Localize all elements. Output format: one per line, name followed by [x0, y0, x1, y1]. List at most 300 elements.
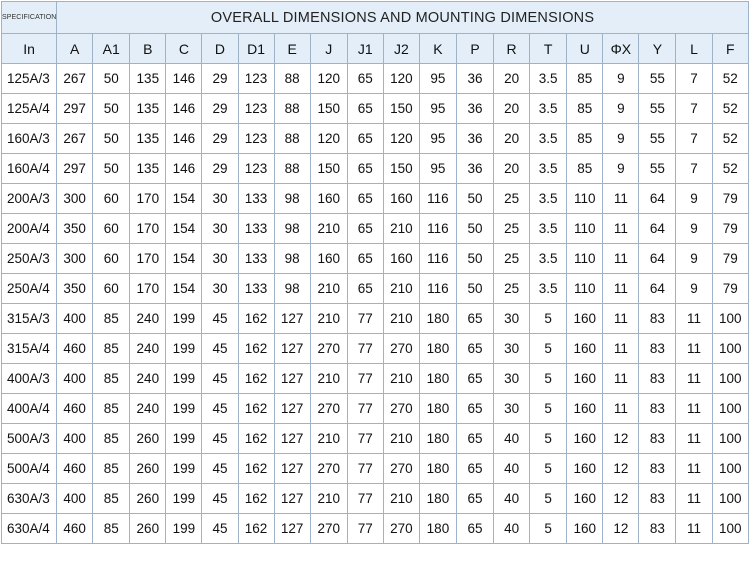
table-row: [2, 94, 749, 124]
column-header: A1: [93, 34, 130, 64]
dimension-cell: 460: [57, 454, 93, 484]
dimension-cell: 199: [166, 514, 202, 544]
dimension-cell: 45: [202, 304, 238, 334]
dimension-cell: 150: [383, 154, 419, 184]
specification-cell: 400A/3: [2, 364, 57, 394]
dimension-cell: 135: [130, 124, 166, 154]
dimension-cell: 160: [567, 334, 603, 364]
dimension-cell: 11: [603, 244, 639, 274]
column-header: P: [456, 34, 493, 64]
dimension-cell: 5: [530, 424, 567, 454]
dimension-cell: 20: [494, 154, 530, 184]
dimension-cell: 210: [383, 364, 419, 394]
dimension-cell: 12: [603, 484, 639, 514]
specification-cell: 125A/3: [2, 64, 57, 94]
dimension-cell: 25: [494, 274, 530, 304]
dimension-cell: 30: [494, 364, 530, 394]
dimension-cell: 9: [676, 214, 712, 244]
dimension-cell: 180: [419, 424, 456, 454]
column-header: U: [567, 34, 603, 64]
dimension-cell: 36: [456, 124, 493, 154]
dimension-cell: 120: [310, 124, 347, 154]
dimension-cell: 160: [310, 184, 347, 214]
dimension-cell: 85: [93, 364, 130, 394]
dimension-cell: 123: [238, 154, 274, 184]
dimension-cell: 65: [347, 94, 383, 124]
dimension-cell: 85: [93, 304, 130, 334]
dimension-cell: 65: [456, 484, 493, 514]
table-row: [2, 514, 749, 544]
table-row: [2, 214, 749, 244]
dimension-cell: 460: [57, 514, 93, 544]
dimension-cell: 100: [712, 484, 748, 514]
dimension-cell: 297: [57, 154, 93, 184]
table-row: [2, 364, 749, 394]
dimension-cell: 11: [676, 424, 712, 454]
dimension-cell: 170: [130, 274, 166, 304]
table-row: [2, 274, 749, 304]
dimension-cell: 5: [530, 334, 567, 364]
dimension-cell: 36: [456, 154, 493, 184]
dimension-cell: 85: [93, 514, 130, 544]
table-row: [2, 154, 749, 184]
dimension-cell: 85: [93, 334, 130, 364]
dimension-cell: 25: [494, 184, 530, 214]
dimension-cell: 65: [456, 364, 493, 394]
dimension-cell: 120: [383, 64, 419, 94]
dimension-cell: 150: [310, 94, 347, 124]
dimension-cell: 3.5: [530, 94, 567, 124]
dimension-cell: 60: [93, 184, 130, 214]
table-row: [2, 424, 749, 454]
dimension-cell: 98: [274, 184, 310, 214]
dimension-cell: 11: [676, 394, 712, 424]
dimension-cell: 85: [93, 394, 130, 424]
dimension-cell: 3.5: [530, 64, 567, 94]
dimension-cell: 65: [347, 64, 383, 94]
dimension-cell: 127: [274, 514, 310, 544]
dimension-cell: 55: [639, 154, 676, 184]
dimension-cell: 77: [347, 394, 383, 424]
dimension-cell: 240: [130, 304, 166, 334]
specification-cell: 125A/4: [2, 94, 57, 124]
dimension-cell: 170: [130, 184, 166, 214]
specification-cell: 200A/3: [2, 184, 57, 214]
dimension-cell: 160: [567, 514, 603, 544]
dimension-cell: 199: [166, 484, 202, 514]
dimension-cell: 116: [419, 274, 456, 304]
table-body: [2, 64, 749, 544]
dimension-cell: 95: [419, 154, 456, 184]
dimension-cell: 460: [57, 334, 93, 364]
column-header: J1: [347, 34, 383, 64]
dimension-cell: 83: [639, 364, 676, 394]
dimension-cell: 79: [712, 214, 748, 244]
dimension-cell: 95: [419, 124, 456, 154]
dimension-cell: 199: [166, 424, 202, 454]
dimension-cell: 85: [567, 94, 603, 124]
dimension-cell: 162: [238, 424, 274, 454]
dimension-cell: 11: [603, 364, 639, 394]
dimension-cell: 210: [310, 304, 347, 334]
dimension-cell: 127: [274, 484, 310, 514]
table-row: [2, 184, 749, 214]
specification-cell: 160A/4: [2, 154, 57, 184]
dimension-cell: 110: [567, 274, 603, 304]
dimension-cell: 77: [347, 364, 383, 394]
dimension-cell: 30: [494, 334, 530, 364]
dimension-cell: 127: [274, 424, 310, 454]
dimension-cell: 110: [567, 214, 603, 244]
dimension-cell: 5: [530, 454, 567, 484]
dimension-cell: 135: [130, 154, 166, 184]
table-title: OVERALL DIMENSIONS AND MOUNTING DIMENSIONS: [57, 2, 749, 34]
column-header: In: [2, 34, 57, 64]
dimension-cell: 170: [130, 214, 166, 244]
dimension-cell: 146: [166, 124, 202, 154]
dimension-cell: 146: [166, 64, 202, 94]
dimension-cell: 160: [567, 304, 603, 334]
column-header: E: [274, 34, 310, 64]
specification-cell: 400A/4: [2, 394, 57, 424]
dimension-cell: 127: [274, 394, 310, 424]
dimension-cell: 65: [347, 274, 383, 304]
dimension-cell: 199: [166, 394, 202, 424]
dimension-cell: 20: [494, 124, 530, 154]
dimension-cell: 110: [567, 184, 603, 214]
dimension-cell: 45: [202, 334, 238, 364]
dimension-cell: 83: [639, 424, 676, 454]
dimension-cell: 3.5: [530, 124, 567, 154]
dimension-cell: 9: [603, 64, 639, 94]
dimension-cell: 52: [712, 94, 748, 124]
dimension-cell: 65: [456, 334, 493, 364]
dimension-cell: 127: [274, 304, 310, 334]
dimension-cell: 77: [347, 484, 383, 514]
dimension-cell: 88: [274, 154, 310, 184]
dimension-cell: 100: [712, 424, 748, 454]
dimension-cell: 180: [419, 364, 456, 394]
specification-cell: 500A/3: [2, 424, 57, 454]
column-header: K: [419, 34, 456, 64]
dimension-cell: 260: [130, 424, 166, 454]
dimension-cell: 270: [383, 394, 419, 424]
table-row: [2, 394, 749, 424]
dimension-cell: 5: [530, 514, 567, 544]
table-row: [2, 64, 749, 94]
dimension-cell: 85: [93, 484, 130, 514]
dimension-cell: 85: [567, 154, 603, 184]
dimension-cell: 180: [419, 514, 456, 544]
dimension-cell: 65: [347, 124, 383, 154]
dimension-cell: 40: [494, 424, 530, 454]
dimension-cell: 127: [274, 454, 310, 484]
dimension-cell: 85: [567, 124, 603, 154]
dimension-cell: 77: [347, 514, 383, 544]
dimension-cell: 240: [130, 364, 166, 394]
dimension-cell: 30: [202, 274, 238, 304]
dimension-cell: 20: [494, 64, 530, 94]
dimension-cell: 64: [639, 274, 676, 304]
dimension-cell: 100: [712, 364, 748, 394]
dimension-cell: 123: [238, 94, 274, 124]
dimension-cell: 7: [676, 154, 712, 184]
dimension-cell: 210: [383, 484, 419, 514]
dimension-cell: 210: [310, 424, 347, 454]
title-row: [2, 2, 749, 34]
dimension-cell: 50: [456, 214, 493, 244]
table-row: [2, 484, 749, 514]
dimension-cell: 210: [310, 484, 347, 514]
dimension-cell: 270: [383, 454, 419, 484]
dimension-cell: 64: [639, 184, 676, 214]
dimension-cell: 160: [567, 364, 603, 394]
dimension-cell: 29: [202, 124, 238, 154]
dimension-cell: 98: [274, 274, 310, 304]
dimension-cell: 30: [202, 244, 238, 274]
dimension-cell: 55: [639, 124, 676, 154]
column-header: F: [712, 34, 748, 64]
dimension-cell: 11: [676, 514, 712, 544]
dimension-cell: 52: [712, 124, 748, 154]
column-header: R: [494, 34, 530, 64]
dimension-cell: 29: [202, 154, 238, 184]
dimension-cell: 180: [419, 454, 456, 484]
specification-cell: 315A/4: [2, 334, 57, 364]
dimension-cell: 160: [383, 184, 419, 214]
dimension-cell: 64: [639, 214, 676, 244]
dimension-cell: 30: [202, 214, 238, 244]
dimension-cell: 300: [57, 244, 93, 274]
dimension-cell: 40: [494, 454, 530, 484]
dimension-cell: 260: [130, 454, 166, 484]
dimension-cell: 116: [419, 214, 456, 244]
dimension-cell: 60: [93, 214, 130, 244]
column-header: B: [130, 34, 166, 64]
dimension-cell: 300: [57, 184, 93, 214]
dimension-cell: 55: [639, 64, 676, 94]
dimension-cell: 180: [419, 334, 456, 364]
dimension-cell: 135: [130, 64, 166, 94]
dimension-cell: 98: [274, 244, 310, 274]
dimension-cell: 146: [166, 94, 202, 124]
specification-cell: 630A/4: [2, 514, 57, 544]
dimension-cell: 133: [238, 274, 274, 304]
dimension-cell: 270: [383, 514, 419, 544]
dimension-cell: 30: [202, 184, 238, 214]
dimension-cell: 52: [712, 154, 748, 184]
dimension-cell: 11: [603, 394, 639, 424]
dimension-cell: 460: [57, 394, 93, 424]
dimension-cell: 11: [603, 184, 639, 214]
dimension-cell: 210: [383, 214, 419, 244]
dimension-cell: 154: [166, 274, 202, 304]
table-row: [2, 454, 749, 484]
dimension-cell: 3.5: [530, 214, 567, 244]
dimension-cell: 65: [456, 514, 493, 544]
dimension-cell: 95: [419, 64, 456, 94]
dimension-cell: 210: [383, 424, 419, 454]
dimension-cell: 95: [419, 94, 456, 124]
dimension-cell: 50: [93, 64, 130, 94]
dimension-cell: 270: [310, 334, 347, 364]
dimension-cell: 50: [456, 244, 493, 274]
dimension-cell: 100: [712, 394, 748, 424]
column-header: ΦX: [603, 34, 639, 64]
column-header: J2: [383, 34, 419, 64]
dimension-cell: 133: [238, 244, 274, 274]
dimension-cell: 199: [166, 454, 202, 484]
dimension-cell: 400: [57, 304, 93, 334]
dimension-cell: 162: [238, 484, 274, 514]
dimension-cell: 146: [166, 154, 202, 184]
dimension-cell: 11: [603, 304, 639, 334]
dimension-cell: 11: [676, 364, 712, 394]
dimension-cell: 210: [310, 364, 347, 394]
dimension-cell: 150: [383, 94, 419, 124]
dimension-cell: 100: [712, 304, 748, 334]
dimension-cell: 5: [530, 394, 567, 424]
dimension-cell: 83: [639, 514, 676, 544]
dimension-cell: 77: [347, 334, 383, 364]
dimension-cell: 210: [383, 274, 419, 304]
dimension-cell: 120: [310, 64, 347, 94]
dimension-cell: 30: [494, 304, 530, 334]
dimension-cell: 25: [494, 214, 530, 244]
dimension-cell: 162: [238, 454, 274, 484]
dimension-cell: 350: [57, 274, 93, 304]
column-header: T: [530, 34, 567, 64]
specification-label: SPECIFICATION: [2, 2, 57, 34]
dimension-cell: 162: [238, 334, 274, 364]
dimension-cell: 25: [494, 244, 530, 274]
dimension-cell: 199: [166, 364, 202, 394]
dimension-cell: 9: [676, 244, 712, 274]
dimension-cell: 30: [494, 394, 530, 424]
dimension-cell: 5: [530, 304, 567, 334]
dimension-cell: 154: [166, 244, 202, 274]
column-header: C: [166, 34, 202, 64]
dimension-cell: 170: [130, 244, 166, 274]
dimensions-table: [1, 1, 749, 544]
dimension-cell: 36: [456, 94, 493, 124]
column-header: D: [202, 34, 238, 64]
dimension-cell: 88: [274, 124, 310, 154]
dimension-cell: 11: [676, 334, 712, 364]
column-header: J: [310, 34, 347, 64]
dimension-cell: 180: [419, 394, 456, 424]
dimension-cell: 5: [530, 484, 567, 514]
dimension-cell: 64: [639, 244, 676, 274]
dimension-cell: 110: [567, 244, 603, 274]
dimension-cell: 65: [347, 244, 383, 274]
dimension-cell: 11: [676, 304, 712, 334]
dimension-cell: 50: [456, 184, 493, 214]
dimension-cell: 270: [310, 394, 347, 424]
dimension-cell: 210: [310, 214, 347, 244]
dimension-cell: 11: [603, 274, 639, 304]
dimension-cell: 83: [639, 304, 676, 334]
dimension-cell: 210: [383, 304, 419, 334]
dimension-cell: 120: [383, 124, 419, 154]
dimension-cell: 160: [567, 424, 603, 454]
dimension-cell: 7: [676, 64, 712, 94]
dimension-cell: 135: [130, 94, 166, 124]
dimension-cell: 162: [238, 394, 274, 424]
dimension-cell: 100: [712, 334, 748, 364]
dimension-cell: 400: [57, 424, 93, 454]
dimension-cell: 77: [347, 454, 383, 484]
dimension-cell: 160: [383, 244, 419, 274]
dimension-cell: 9: [676, 274, 712, 304]
dimension-cell: 9: [676, 184, 712, 214]
specification-cell: 630A/3: [2, 484, 57, 514]
dimension-cell: 9: [603, 154, 639, 184]
dimension-cell: 100: [712, 514, 748, 544]
dimension-cell: 88: [274, 64, 310, 94]
table-row: [2, 244, 749, 274]
dimension-cell: 267: [57, 64, 93, 94]
dimension-cell: 85: [567, 64, 603, 94]
dimension-cell: 60: [93, 274, 130, 304]
dimension-cell: 267: [57, 124, 93, 154]
dimension-cell: 160: [567, 484, 603, 514]
dimension-cell: 3.5: [530, 154, 567, 184]
dimension-cell: 83: [639, 394, 676, 424]
dimension-cell: 100: [712, 454, 748, 484]
dimension-cell: 116: [419, 184, 456, 214]
dimension-cell: 3.5: [530, 184, 567, 214]
dimension-cell: 162: [238, 304, 274, 334]
dimension-cell: 9: [603, 124, 639, 154]
specification-cell: 250A/3: [2, 244, 57, 274]
dimension-cell: 270: [383, 334, 419, 364]
dimension-cell: 40: [494, 514, 530, 544]
dimension-cell: 240: [130, 394, 166, 424]
dimension-cell: 199: [166, 304, 202, 334]
dimension-cell: 40: [494, 484, 530, 514]
dimension-cell: 133: [238, 214, 274, 244]
dimension-cell: 45: [202, 454, 238, 484]
dimension-cell: 7: [676, 124, 712, 154]
specification-cell: 160A/3: [2, 124, 57, 154]
dimension-cell: 162: [238, 364, 274, 394]
dimension-cell: 210: [310, 274, 347, 304]
dimension-cell: 60: [93, 244, 130, 274]
dimension-cell: 77: [347, 304, 383, 334]
dimension-cell: 11: [676, 454, 712, 484]
dimension-cell: 45: [202, 424, 238, 454]
dimension-cell: 5: [530, 364, 567, 394]
table-row: [2, 334, 749, 364]
dimension-cell: 85: [93, 424, 130, 454]
dimension-cell: 79: [712, 244, 748, 274]
dimension-cell: 55: [639, 94, 676, 124]
dimension-cell: 52: [712, 64, 748, 94]
dimension-cell: 65: [347, 214, 383, 244]
dimension-cell: 150: [310, 154, 347, 184]
column-header: L: [676, 34, 712, 64]
dimension-cell: 65: [456, 454, 493, 484]
dimension-cell: 133: [238, 184, 274, 214]
dimension-cell: 11: [603, 214, 639, 244]
dimension-cell: 11: [676, 484, 712, 514]
dimension-cell: 260: [130, 514, 166, 544]
dimension-cell: 400: [57, 484, 93, 514]
dimension-cell: 12: [603, 514, 639, 544]
dimension-cell: 180: [419, 484, 456, 514]
dimension-cell: 45: [202, 484, 238, 514]
